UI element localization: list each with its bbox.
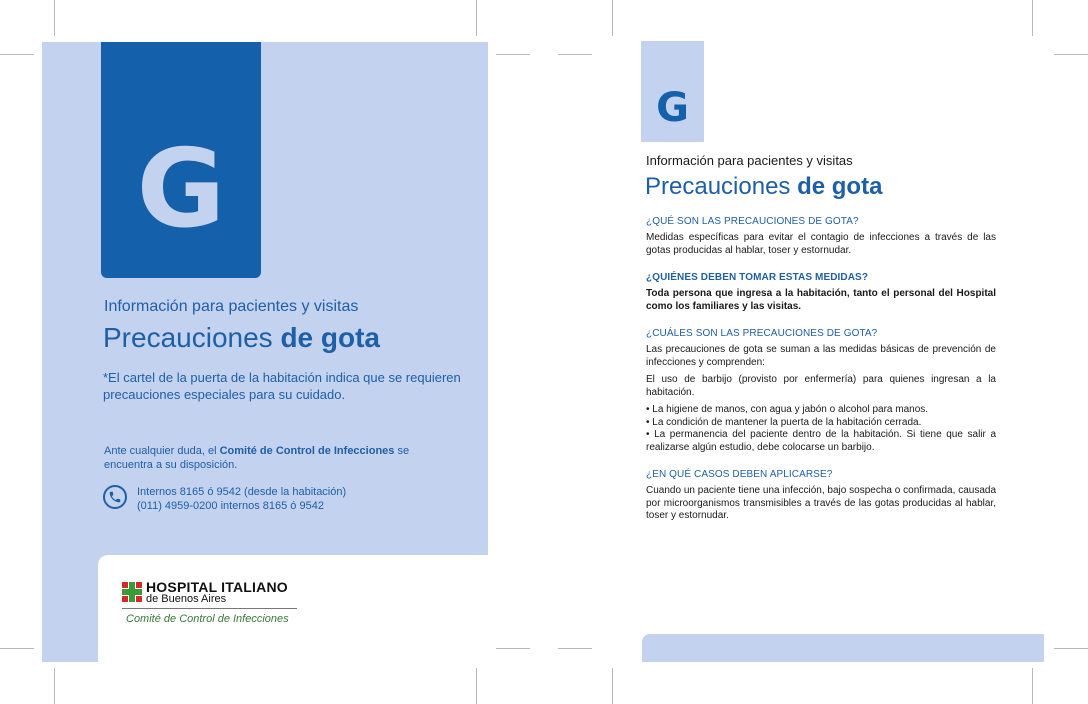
list-item: • La higiene de manos, con agua y jabón o alcohol para manos. [646,404,996,417]
cover-panel [42,42,488,662]
cover-note: *El cartel de la puerta de la habitación indica que se requieren precauciones especiales para su cuidado. [103,370,461,402]
page-title [645,173,882,201]
crop-mark [612,0,613,36]
crop-mark [476,668,477,704]
section-heading: ¿CUÁLES SON LAS PRECAUCIONES DE GOTA? [646,328,878,339]
phone-line-external: (011) 4959-0200 internos 8165 ó 9542 [137,500,324,512]
section-body: Cuando un paciente tiene una infección, bajo sospecha o confirmada, causada por microorganismos transmisibles a través de las gotas producidas al hablar, toser y estornudar. [646,485,996,521]
cover-title-bold: de gota [280,322,380,353]
crop-mark [558,648,592,649]
cover-subtitle: Información para pacientes y visitas [104,298,359,315]
phone-icon [103,485,127,509]
section-heading: ¿QUIÉNES DEBEN TOMAR ESTAS MEDIDAS? [646,272,869,283]
crop-mark [54,668,55,704]
info-content [646,216,996,538]
section-body: Toda persona que ingresa a la habitación, tanto el personal del Hospital como los familiares y las visitas. [646,288,996,312]
crop-mark [1054,54,1088,55]
section-body: El uso de barbijo (provisto por enfermería) para quienes ingresan a la habitación. [646,374,996,398]
crop-mark [0,648,34,649]
page-title-bold: de gota [797,173,883,200]
cover-title-regular: Precauciones [103,322,281,353]
crop-mark [1054,648,1088,649]
category-letter-block-small [641,41,704,142]
category-letter-block [101,42,261,278]
category-letter-small: G [656,85,689,131]
crop-mark [1032,0,1033,36]
page-subtitle: Información para pacientes y visitas [646,153,853,168]
section-which [646,328,996,454]
logo-divider [122,608,297,609]
list-item: • La permanencia del paciente dentro de la habitación. Si tiene que salir a realizarse algún estudio, debe colocarse un barbijo. [646,429,996,454]
crop-mark [496,54,530,55]
crop-mark [476,0,477,36]
section-body: Medidas específicas para evitar el contagio de infecciones a través de las gotas producidas al hablar, toser y estornudar. [646,232,996,256]
phone-numbers [137,485,346,513]
crop-mark [612,668,613,704]
crop-mark [54,0,55,36]
logo-committee: Comité de Control de Infecciones [126,613,289,625]
contact-text [104,444,424,472]
crop-mark [558,54,592,55]
committee-name: Comité de Control de Infecciones [219,445,395,457]
section-heading: ¿QUÉ SON LAS PRECAUCIONES DE GOTA? [646,216,859,227]
section-what [646,216,996,257]
page-title-regular: Precauciones [645,173,798,200]
logo-subname: de Buenos Aires [146,593,227,605]
crop-mark [496,648,530,649]
section-body: Las precauciones de gota se suman a las medidas básicas de prevención de infecciones y comprenden: [646,344,996,368]
category-letter: G [136,127,226,252]
section-who [646,272,996,313]
section-when [646,469,996,523]
list-item: • La condición de mantener la puerta de la habitación cerrada. [646,417,996,430]
footer-bar [642,634,1044,662]
precautions-list [646,404,996,454]
logo-name: HOSPITAL ITALIANO [146,579,288,595]
crop-mark [0,54,34,55]
phone-line-internal: Internos 8165 ó 9542 (desde la habitación) [137,486,347,498]
contact-text-post: se encuentra a su disposición. [104,445,410,471]
contact-text-pre: Ante cualquier duda, el [104,445,220,457]
section-heading: ¿EN QUÉ CASOS DEBEN APLICARSE? [646,469,833,480]
crop-mark [1032,668,1033,704]
hospital-cross-logo [122,582,142,602]
cover-title [103,322,380,354]
